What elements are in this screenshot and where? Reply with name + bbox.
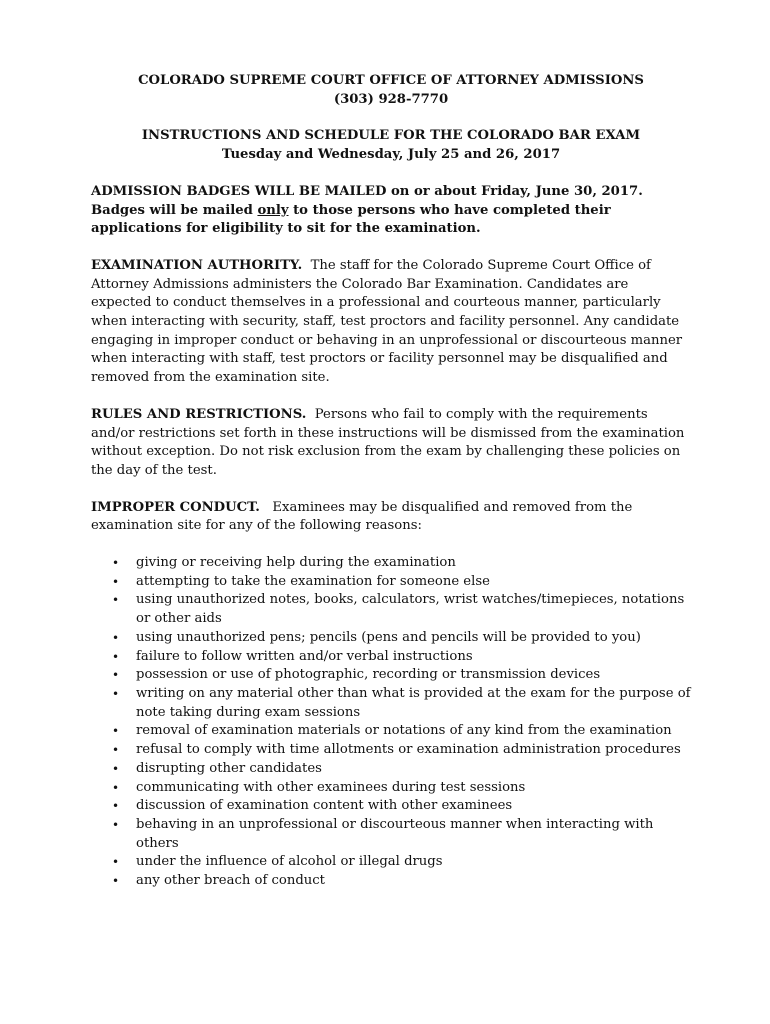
list-item-text: communicating with other examinees during test sessions <box>136 779 526 795</box>
authority-section <box>91 257 691 388</box>
bullet-icon: • <box>112 593 120 608</box>
list-item <box>112 853 691 872</box>
bullet-icon: • <box>112 649 120 664</box>
badges-notice <box>91 183 691 239</box>
bullet-icon: • <box>112 724 120 739</box>
list-item-text: using unauthorized pens; pencils (pens and pencils will be provided to you) <box>136 629 641 645</box>
list-item-text: any other breach of conduct <box>136 873 325 889</box>
conduct-text: Examinees may be disqualified and removed from the examination site for any of the following reasons: <box>91 499 633 534</box>
exam-title-block <box>91 127 691 164</box>
list-item <box>112 760 691 779</box>
list-item-text: under the influence of alcohol or illegal drugs <box>136 854 443 870</box>
list-item <box>112 722 691 741</box>
badges-only-emphasis: only <box>257 202 289 218</box>
list-item-text: refusal to comply with time allotments or examination administration procedures <box>136 742 681 758</box>
exam-dates: Tuesday and Wednesday, July 25 and 26, 2017 <box>221 147 561 163</box>
badges-line2-pre: Badges will be mailed <box>91 202 258 218</box>
list-item-text: writing on any material other than what is provided at the exam for the purpose of note taking during exam sessions <box>136 685 691 720</box>
document-page <box>91 72 691 891</box>
list-item-text: disrupting other candidates <box>136 760 322 776</box>
badges-line2-post: to those persons who have completed their applications for eligibility to sit for the examination. <box>91 202 611 237</box>
bullet-icon: • <box>112 668 120 683</box>
list-item-text: failure to follow written and/or verbal instructions <box>136 648 473 664</box>
office-name: COLORADO SUPREME COURT OFFICE OF ATTORNEY ADMISSIONS <box>138 73 644 88</box>
list-item-text: discussion of examination content with other examinees <box>136 798 513 814</box>
list-item <box>112 666 691 685</box>
bullet-icon: • <box>112 686 120 701</box>
bullet-icon: • <box>112 761 120 776</box>
bullet-icon: • <box>112 817 120 832</box>
list-item <box>112 591 691 628</box>
list-item <box>112 685 691 722</box>
rules-text: Persons who fail to comply with the requirements and/or restrictions set forth in these instructions will be dismissed from the examination without exception. Do not risk exclusion from the exam by challenging these policies on the day of the test. <box>91 406 685 478</box>
bullet-icon: • <box>112 855 120 870</box>
badges-line2 <box>91 202 691 239</box>
improper-conduct-list <box>91 554 691 891</box>
bullet-icon: • <box>112 556 120 571</box>
list-item <box>112 779 691 798</box>
list-item <box>112 741 691 760</box>
rules-heading: RULES AND RESTRICTIONS. <box>91 406 307 422</box>
list-item-text: removal of examination materials or notations of any kind from the examination <box>136 723 672 739</box>
bullet-icon: • <box>112 874 120 889</box>
bullet-icon: • <box>112 799 120 814</box>
bullet-icon: • <box>112 574 120 589</box>
list-item-text: behaving in an unprofessional or discourteous manner when interacting with others <box>136 816 654 851</box>
conduct-heading: IMPROPER CONDUCT. <box>91 499 260 515</box>
office-header <box>91 72 691 109</box>
bullet-icon: • <box>112 630 120 645</box>
bullet-icon: • <box>112 780 120 795</box>
list-item <box>112 872 691 891</box>
list-item <box>112 797 691 816</box>
authority-text: The staff for the Colorado Supreme Court Office of Attorney Admissions administers the Colorado Bar Examination. Candidates are expected to conduct themselves in a professional and courteous manner, particularly when interacting with security, staff, test proctors and facility personnel. Any candidate engaging in improper conduct or behaving in an unprofessional or discourteous manner when interacting with staff, test proctors or facility personnel may be disqualified and removed from the examination site. <box>91 257 683 386</box>
rules-section <box>91 406 691 481</box>
authority-heading: EXAMINATION AUTHORITY. <box>91 257 303 273</box>
list-item <box>112 816 691 853</box>
badges-line1: ADMISSION BADGES WILL BE MAILED on or about Friday, June 30, 2017. <box>91 183 643 199</box>
conduct-section <box>91 499 691 536</box>
list-item-text: giving or receiving help during the examination <box>136 555 456 571</box>
office-phone: (303) 928-7770 <box>333 91 449 107</box>
exam-title: INSTRUCTIONS AND SCHEDULE FOR THE COLORADO BAR EXAM <box>141 128 641 144</box>
list-item-text: using unauthorized notes, books, calculators, wrist watches/timepieces, notations or other aids <box>136 592 685 627</box>
list-item <box>112 629 691 648</box>
list-item-text: possession or use of photographic, recording or transmission devices <box>136 667 601 683</box>
list-item <box>112 554 691 573</box>
list-item-text: attempting to take the examination for someone else <box>136 573 490 589</box>
list-item <box>112 573 691 592</box>
list-item <box>112 648 691 667</box>
bullet-icon: • <box>112 743 120 758</box>
